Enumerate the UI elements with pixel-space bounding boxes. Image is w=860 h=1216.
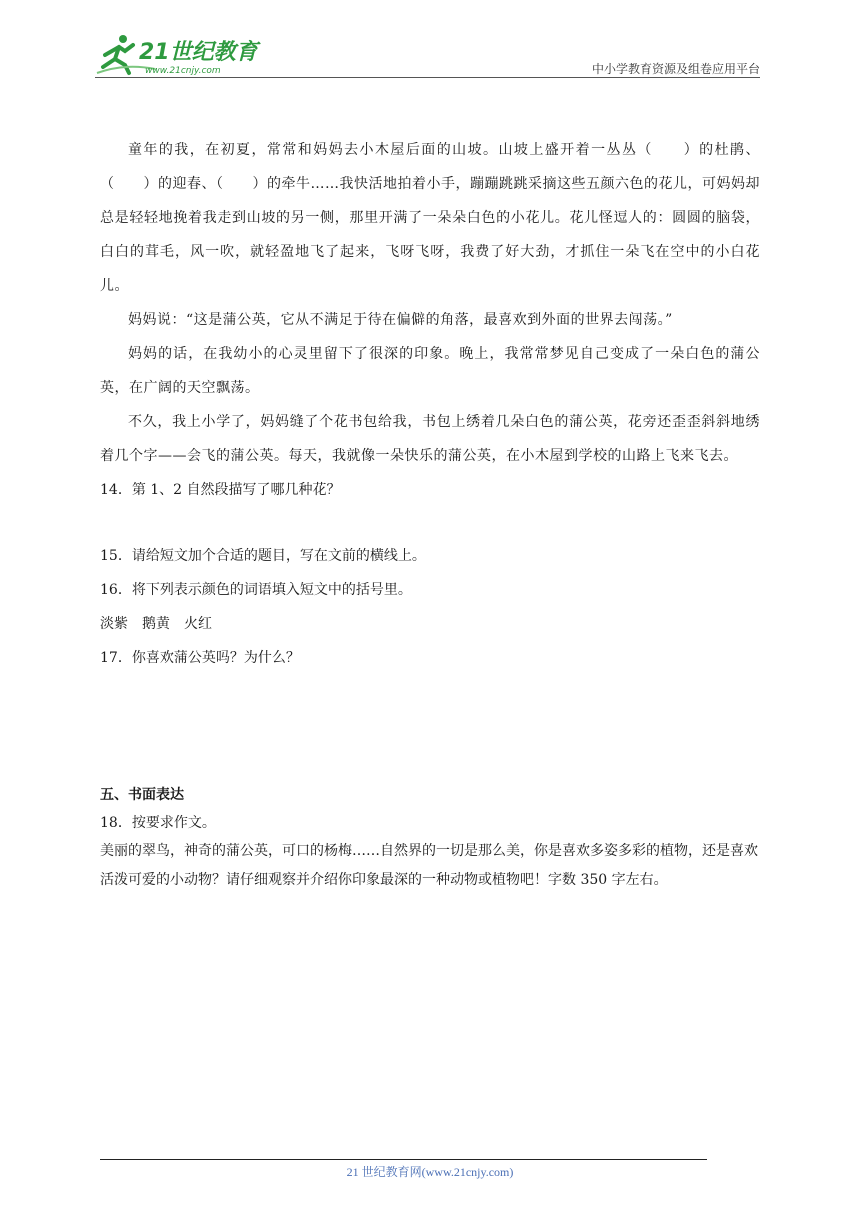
section-title: 五、书面表达 [100, 787, 184, 803]
platform-name: 中小学教育资源及组卷应用平台 [591, 62, 760, 76]
footer-divider [100, 1159, 707, 1160]
question-17: 17．你喜欢蒲公英吗？为什么？ [100, 650, 300, 666]
answer-space-14 [100, 507, 760, 539]
passage-paragraph-1: 童年的我，在初夏，常常和妈妈去小木屋后面的山坡。山坡上盛开着一丛丛（ ）的杜鹃、（ ）的迎春、（ ）的牵牛……我快活地拍着小手，蹦蹦跳跳采摘这些五颜六色的花儿，可妈妈却总是轻轻地挽着我走到山坡的另一侧，那里开满了一朵朵白色的小花儿。花儿怪逗人的：圆圆的脑袋，白白的茸毛，风一吹，就轻盈地飞了起来，飞呀飞呀，我费了好大劲，才抓住一朵飞在空中的小白花儿。 [100, 142, 760, 294]
passage-paragraph-3: 妈妈的话，在我幼小的心灵里留下了很深的印象。晚上，我常常梦见自己变成了一朵白色的蒲公英，在广阔的天空飘荡。 [100, 346, 760, 396]
passage-paragraph-4: 不久，我上小学了，妈妈缝了个花书包给我，书包上绣着几朵白色的蒲公英，花旁还歪歪斜斜地绣着几个字——会飞的蒲公英。每天，我就像一朵快乐的蒲公英，在小木屋到学校的山路上飞来飞去。 [100, 414, 760, 464]
question-18: 18．按要求作文。 [100, 815, 216, 831]
site-logo [95, 33, 265, 77]
logo-url: www.21cnjy.com [145, 66, 221, 76]
footer-text: 21 世纪教育网(www.21cnjy.com) [346, 1165, 514, 1179]
question-15: 15．请给短文加个合适的题目，写在文前的横线上。 [100, 548, 426, 564]
runner-icon [95, 33, 265, 77]
question-14: 14．第 1、2 自然段描写了哪几种花？ [100, 482, 341, 498]
answer-space-17 [100, 675, 760, 781]
document-body [100, 133, 760, 895]
question-16: 16．将下列表示颜色的词语填入短文中的括号里。 [100, 582, 412, 598]
passage-paragraph-2: 妈妈说：“这是蒲公英，它从不满足于待在偏僻的角落，最喜欢到外面的世界去闯荡。” [128, 312, 673, 328]
page-header [95, 33, 760, 77]
color-words: 淡紫 鹅黄 火红 [100, 616, 212, 632]
header-divider [95, 77, 760, 78]
writing-prompt: 美丽的翠鸟，神奇的蒲公英，可口的杨梅……自然界的一切是那么美，你是喜欢多姿多彩的植物，还是喜欢活泼可爱的小动物？请仔细观察并介绍你印象最深的一种动物或植物吧！字数 350 字左右。 [100, 843, 758, 888]
logo-text: 21世纪教育 [139, 40, 258, 65]
